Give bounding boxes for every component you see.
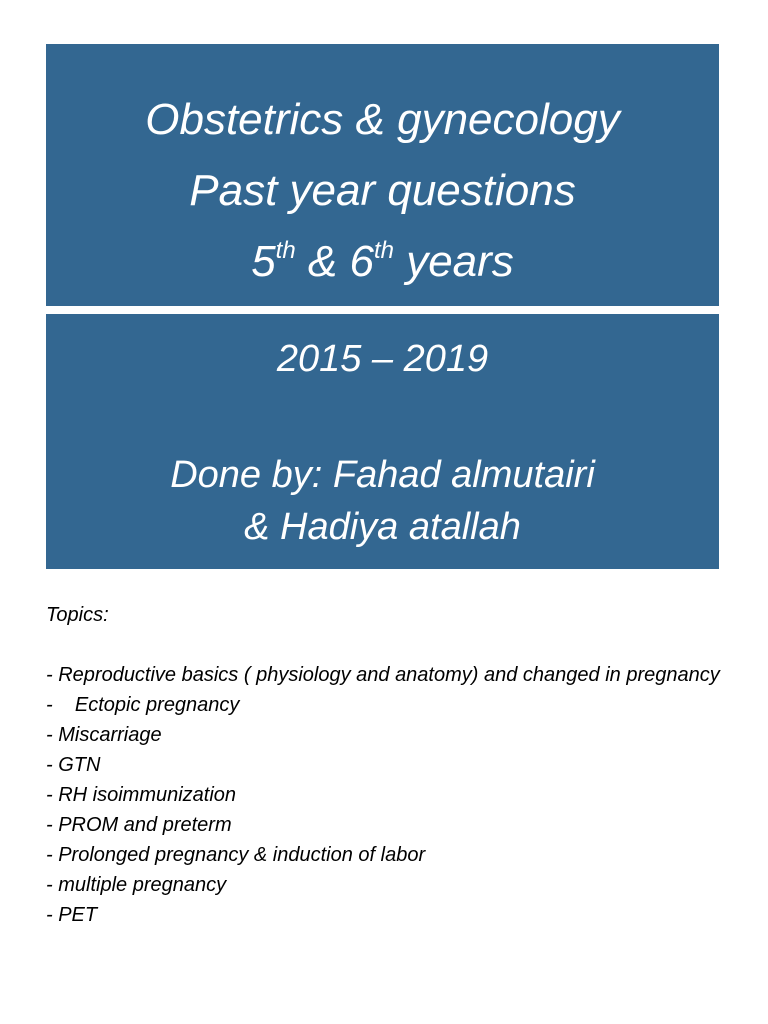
- info-box: [46, 314, 719, 569]
- title-line-years: [46, 226, 719, 297]
- topic-item: - Miscarriage: [46, 724, 162, 746]
- topic-item: - Ectopic pregnancy: [46, 694, 240, 716]
- ordinal-suffix-six: th: [373, 237, 394, 264]
- topic-item: - multiple pregnancy: [46, 874, 227, 896]
- topic-item: - PET: [46, 904, 98, 926]
- info-spacer: [46, 385, 719, 449]
- ampersand: &: [295, 237, 350, 286]
- title-line-description: Past year questions: [189, 166, 576, 215]
- topic-item: - PROM and preterm: [46, 814, 232, 836]
- topic-item: - GTN: [46, 754, 101, 776]
- years-word: years: [393, 237, 514, 286]
- ordinal-suffix-five: th: [275, 237, 296, 264]
- title-box: [46, 44, 719, 306]
- topic-item: - RH isoimmunization: [46, 784, 237, 806]
- authors-line-2: & Hadiya atallah: [244, 506, 521, 548]
- topic-item: - Reproductive basics ( physiology and anatomy) and changed in pregnancy: [46, 664, 720, 686]
- topics-heading: Topics:: [46, 604, 109, 626]
- year-five: 5: [251, 237, 276, 286]
- topic-item: - Prolonged pregnancy & induction of labor: [46, 844, 426, 866]
- year-range: 2015 – 2019: [276, 338, 489, 380]
- authors-line-1: Done by: Fahad almutairi: [170, 454, 595, 496]
- title-line-subject: Obstetrics & gynecology: [145, 95, 620, 144]
- year-six: 6: [349, 237, 374, 286]
- topics-gap: [46, 630, 726, 660]
- topics-section: [46, 600, 726, 930]
